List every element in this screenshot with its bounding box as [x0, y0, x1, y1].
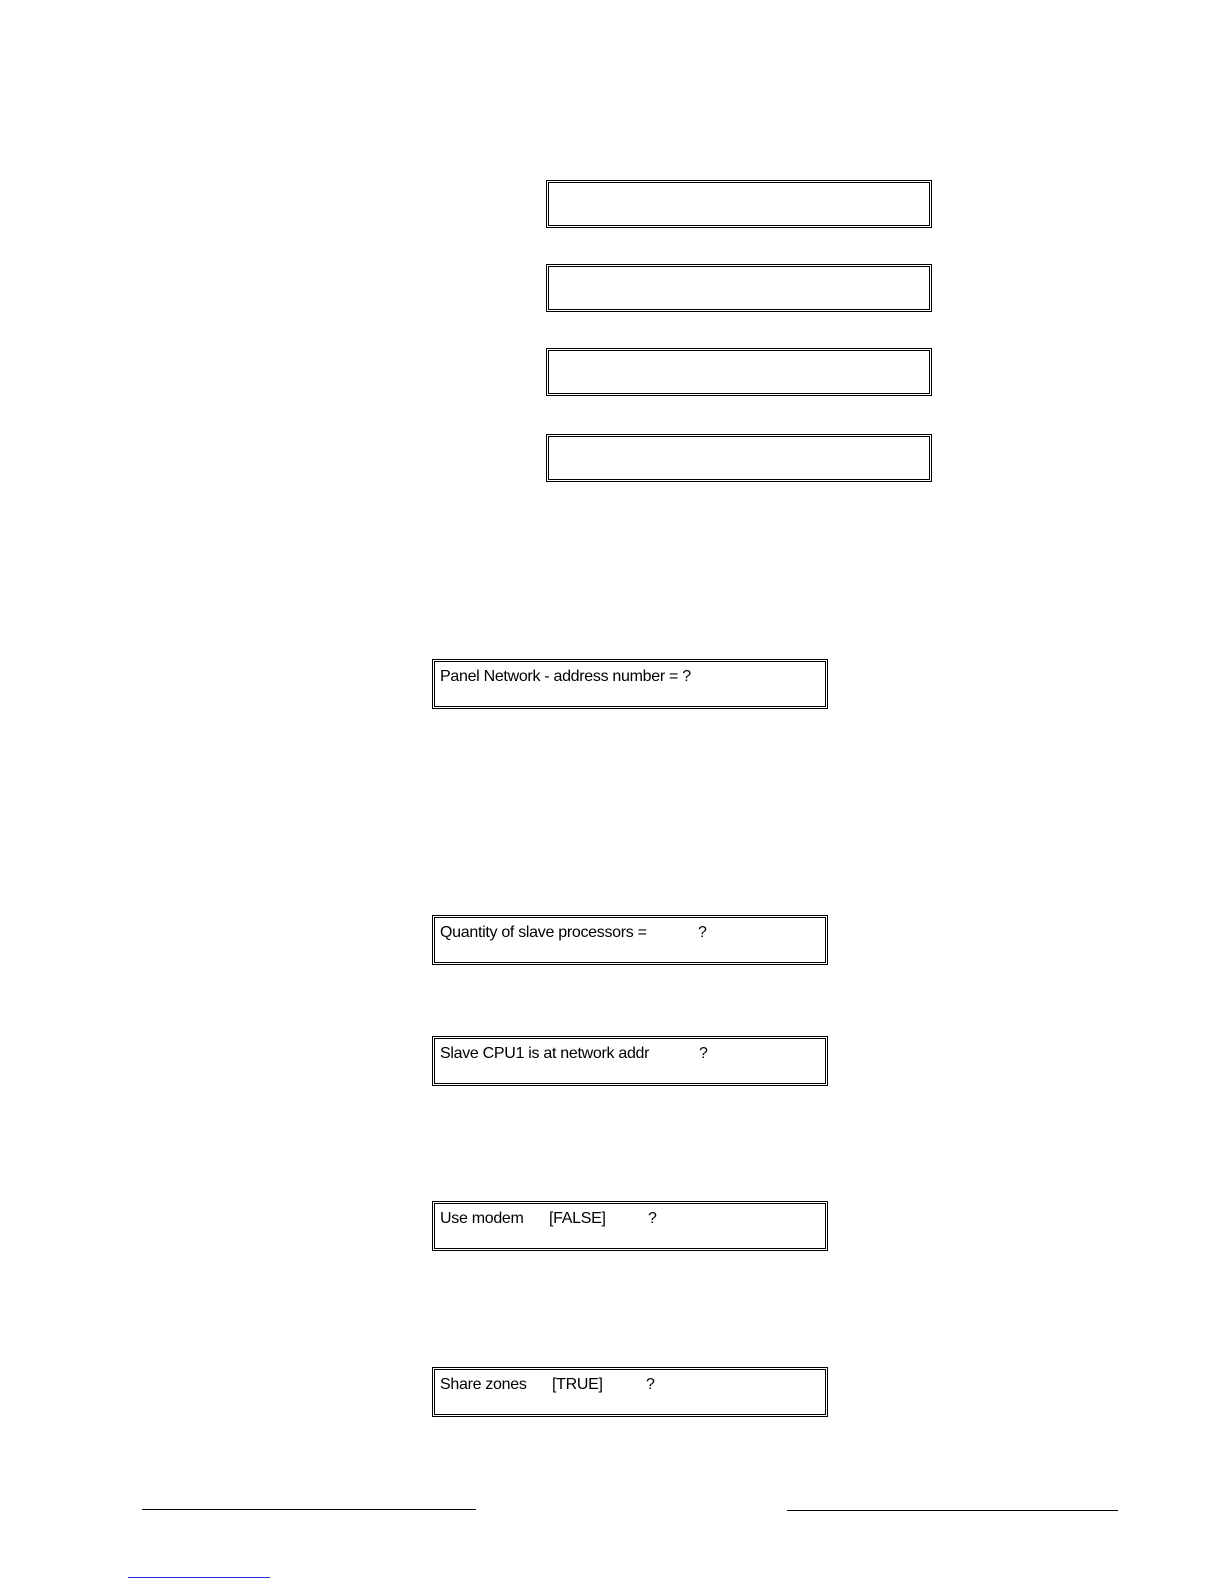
blank-display-frame-4: [546, 434, 932, 482]
footer-link-underline[interactable]: [128, 1577, 270, 1578]
use-modem-value: [FALSE]: [549, 1210, 606, 1227]
slave-quantity-label: Quantity of slave processors =: [440, 924, 647, 941]
footer-rule-right: [787, 1510, 1118, 1511]
share-zones-line: [440, 1376, 655, 1466]
panel-network-prompt: Panel Network - address number = ?: [440, 668, 691, 685]
share-zones-query: ?: [646, 1376, 655, 1393]
share-zones-label: Share zones: [440, 1376, 527, 1393]
panel-network-display: [432, 659, 828, 709]
slave-quantity-display: [432, 915, 828, 965]
footer-rule-left: [142, 1509, 476, 1510]
use-modem-query: ?: [648, 1210, 657, 1227]
slave-quantity-query: ?: [698, 924, 707, 941]
slave-quantity-line: [440, 924, 707, 996]
blank-display-frame-2: [546, 264, 932, 312]
share-zones-display: [432, 1367, 828, 1417]
slave-cpu1-label: Slave CPU1 is at network addr: [440, 1045, 650, 1062]
slave-cpu1-line: [440, 1045, 708, 1117]
slave-cpu1-query: ?: [699, 1045, 708, 1062]
use-modem-display: [432, 1201, 828, 1251]
share-zones-value: [TRUE]: [552, 1376, 603, 1393]
use-modem-label: Use modem: [440, 1210, 524, 1227]
blank-display-frame-3: [546, 348, 932, 396]
use-modem-line: [440, 1210, 657, 1300]
blank-display-frame-1: [546, 180, 932, 228]
slave-cpu1-display: [432, 1036, 828, 1086]
